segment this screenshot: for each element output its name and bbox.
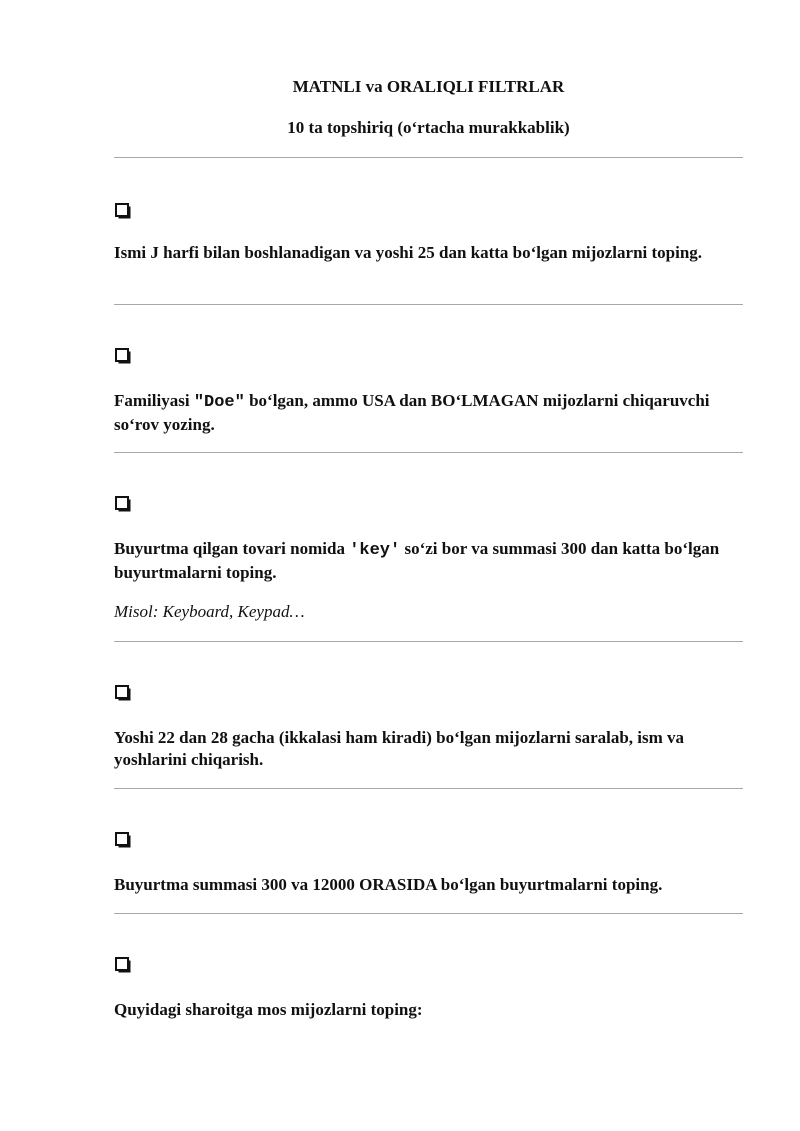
- checkbox-icon: [114, 956, 134, 976]
- divider: [114, 641, 743, 642]
- document-title: MATNLI va ORALIQLI FILTRLAR: [292, 77, 565, 96]
- divider: [114, 788, 743, 789]
- checkbox-icon: [114, 202, 134, 222]
- task-2-text: [114, 390, 743, 436]
- task-2-text-end: bo‘lgan, ammo USA dan BO‘LMAGAN mijozlarni chiqaruvchi so‘rov yozing.: [114, 391, 710, 434]
- task-3-text-end: so‘zi bor va summasi 300 dan katta bo‘lgan buyurtmalarni toping.: [114, 539, 720, 582]
- task-3-example: Misol: Keyboard, Keypad…: [114, 602, 305, 621]
- task-6-text: Quyidagi sharoitga mos mijozlarni toping:: [114, 1000, 423, 1019]
- task-5-text: Buyurtma summasi 300 va 12000 ORASIDA bo‘lgan buyurtmalarni toping.: [114, 875, 663, 894]
- task-4-text: Yoshi 22 dan 28 gacha (ikkalasi ham kiradi) bo‘lgan mijozlarni saralab, ism va yoshlarini chiqarish.: [114, 728, 685, 769]
- task-3-text: [114, 538, 743, 584]
- task-2-code: "Doe": [193, 393, 245, 412]
- task-3-code: 'key': [349, 541, 401, 560]
- task-3-text-start: Buyurtma qilgan tovari nomida: [114, 539, 350, 558]
- divider: [114, 157, 743, 158]
- checkbox-icon: [114, 347, 134, 367]
- task-1-text: Ismi J harfi bilan boshlanadigan va yoshi 25 dan katta bo‘lgan mijozlarni toping.: [114, 243, 703, 262]
- task-2-text-start: Familiyasi: [114, 391, 194, 410]
- checkbox-icon: [114, 495, 134, 515]
- divider: [114, 452, 743, 453]
- checkbox-icon: [114, 684, 134, 704]
- divider: [114, 913, 743, 914]
- divider: [114, 304, 743, 305]
- checkbox-icon: [114, 831, 134, 851]
- document-subtitle: 10 ta topshiriq (o‘rtacha murakkablik): [287, 118, 570, 137]
